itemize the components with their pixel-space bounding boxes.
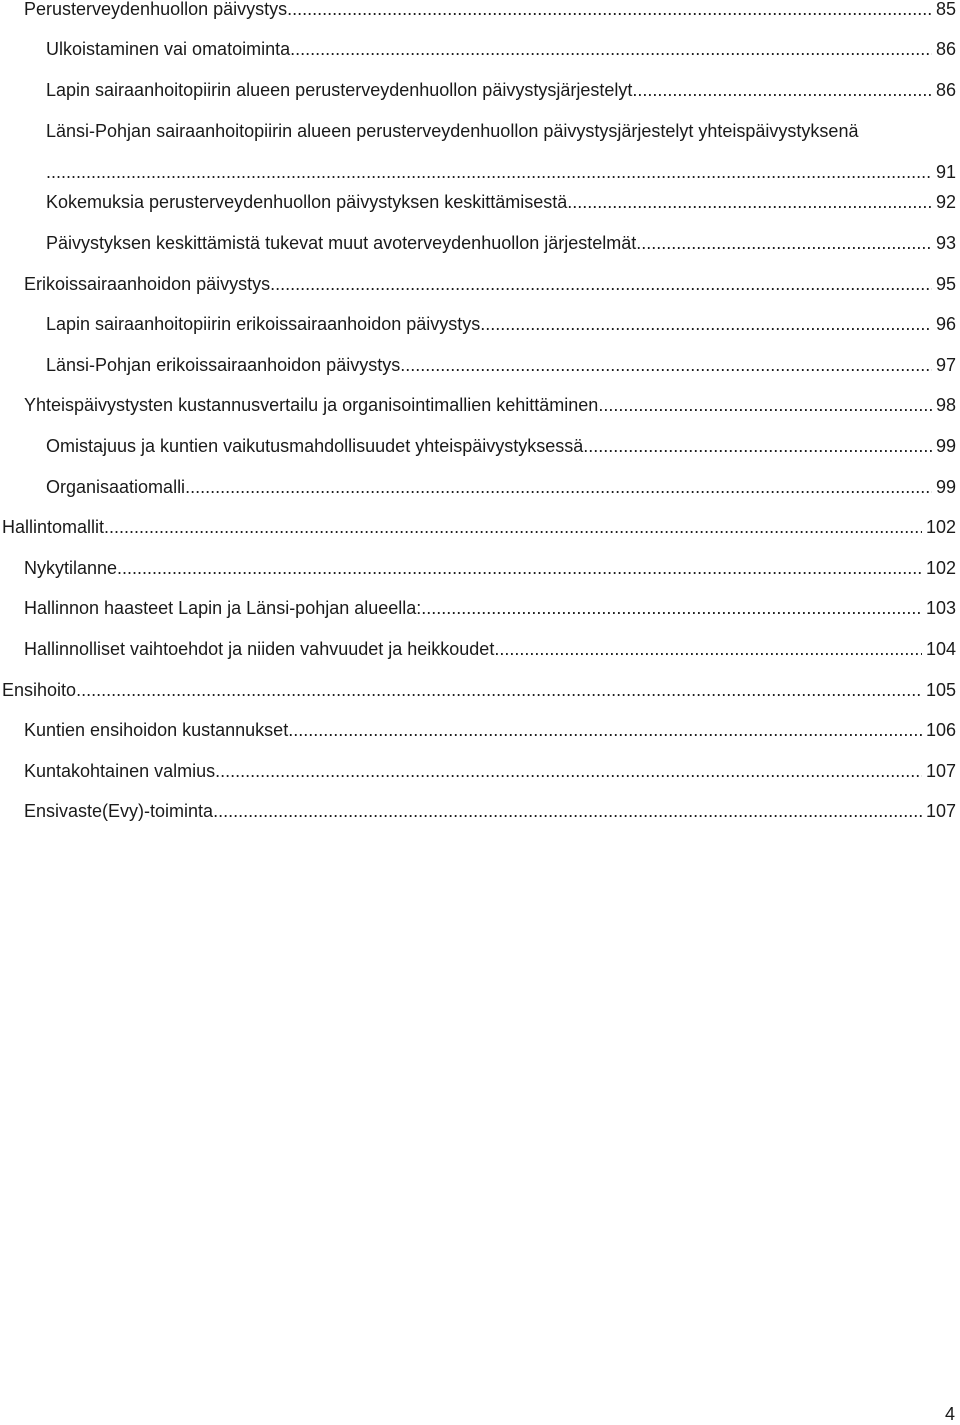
toc-entry-page: 95 [935, 274, 956, 294]
toc-entry-title: Lapin sairaanhoitopiirin erikoissairaanhoidon päivystys [46, 314, 481, 334]
toc-entry-title: Ulkoistaminen vai omatoiminta [46, 39, 291, 59]
toc-leader-dots [117, 556, 922, 580]
toc-entry[interactable] [0, 78, 956, 102]
toc-leader-dots [598, 393, 932, 417]
toc-entry-page: 102 [925, 517, 956, 537]
toc-entry-title: Ensihoito [2, 680, 77, 700]
toc-entry-page: 99 [935, 477, 956, 497]
toc-entry-title: Ensivaste(Evy)-toiminta [24, 801, 214, 821]
toc-leader-dots [215, 759, 922, 783]
toc-entry[interactable] [0, 37, 956, 61]
toc-entry-title: Hallintomallit [2, 517, 105, 537]
toc-entry-title: Erikoissairaanhoidon päivystys [24, 274, 271, 294]
toc-entry-page: 93 [935, 233, 956, 253]
toc-entry-page: 92 [935, 192, 956, 212]
toc-entry[interactable] [0, 759, 956, 783]
toc-entry[interactable] [0, 799, 956, 823]
toc-leader-dots [270, 272, 932, 296]
toc-entry-page: 106 [925, 720, 956, 740]
toc-entry-page: 99 [935, 436, 956, 456]
toc-leader-dots [288, 718, 922, 742]
toc-entry[interactable] [0, 475, 956, 499]
toc-entry[interactable] [0, 434, 956, 458]
toc-leader-dots [567, 190, 932, 214]
toc-entry-title: Länsi-Pohjan sairaanhoitopiirin alueen perusterveydenhuollon päivystysjärjestelyt yhteispäivystyksenä [46, 121, 859, 141]
toc-leader-dots [287, 0, 932, 21]
toc-leader-dots [400, 353, 932, 377]
toc-entry[interactable] [0, 353, 956, 377]
toc-entry-page: 85 [935, 0, 956, 19]
toc-leader-dots [213, 799, 922, 823]
toc-entry-page: 104 [925, 639, 956, 659]
toc-entry-page: 91 [935, 162, 956, 182]
toc-entry-title: Lapin sairaanhoitopiirin alueen perusterveydenhuollon päivystysjärjestelyt [46, 80, 633, 100]
toc-entry-title: Kuntien ensihoidon kustannukset [24, 720, 289, 740]
toc-entry[interactable] [0, 596, 956, 620]
toc-entry-page: 103 [925, 598, 956, 618]
toc-entry-page: 86 [935, 39, 956, 59]
toc-entry-title: Yhteispäivystysten kustannusvertailu ja organisointimallien kehittäminen [24, 395, 599, 415]
toc-entry[interactable] [0, 272, 956, 296]
toc-entry-title: Länsi-Pohjan erikoissairaanhoidon päivystys [46, 355, 401, 375]
toc-entry[interactable] [0, 312, 956, 336]
toc-leader-dots [583, 434, 932, 458]
toc-entry-title: Organisaatiomalli [46, 477, 186, 497]
toc-leader-dots [290, 37, 932, 61]
toc-entry[interactable] [0, 119, 956, 185]
toc-leader-dots [480, 312, 932, 336]
toc-leader-dots [76, 678, 922, 702]
toc-leader-dots [185, 475, 932, 499]
toc-leader-dots [494, 637, 922, 661]
toc-entry[interactable] [0, 231, 956, 255]
toc-entry-page: 86 [935, 80, 956, 100]
toc-entry-title: Omistajuus ja kuntien vaikutusmahdollisuudet yhteispäivystyksessä [46, 436, 584, 456]
toc-entry-title: Nykytilanne [24, 558, 118, 578]
toc-entry-page: 107 [925, 801, 956, 821]
toc-entry[interactable] [0, 718, 956, 742]
toc-leader-dots [421, 596, 922, 620]
toc-entry-page: 96 [935, 314, 956, 334]
toc-entry-title: Hallinnolliset vaihtoehdot ja niiden vahvuudet ja heikkoudet [24, 639, 495, 659]
toc-entry-title: Kokemuksia perusterveydenhuollon päivystyksen keskittämisestä [46, 192, 568, 212]
toc-entry[interactable] [0, 190, 956, 214]
toc-entry[interactable] [0, 0, 956, 21]
toc-entry-page: 98 [935, 395, 956, 415]
toc-entry-page: 97 [935, 355, 956, 375]
toc-entry-page: 107 [925, 761, 956, 781]
toc-entry[interactable] [0, 637, 956, 661]
toc-entry-title: Kuntakohtainen valmius [24, 761, 216, 781]
toc-entry-title: Perusterveydenhuollon päivystys [24, 0, 288, 19]
toc-entry[interactable] [0, 515, 956, 539]
toc-entry-title: Hallinnon haasteet Lapin ja Länsi-pohjan alueella: [24, 598, 422, 618]
toc-entry-page: 102 [925, 558, 956, 578]
toc-entry[interactable] [0, 556, 956, 580]
toc-leader-dots [104, 515, 922, 539]
toc-leader-dots [46, 160, 932, 184]
page-number: 4 [944, 1404, 955, 1424]
toc-entry[interactable] [0, 393, 956, 417]
toc-entry[interactable] [0, 678, 956, 702]
toc-leader-dots [632, 78, 932, 102]
toc-leader-dots [636, 231, 932, 255]
toc-entry-title: Päivystyksen keskittämistä tukevat muut avoterveydenhuollon järjestelmät [46, 233, 637, 253]
toc-entry-page: 105 [925, 680, 956, 700]
